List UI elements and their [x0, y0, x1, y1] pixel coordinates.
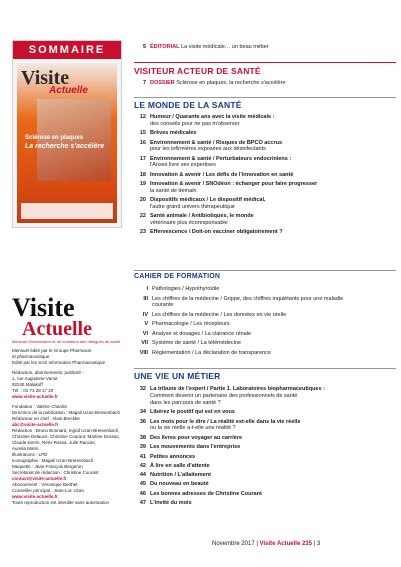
toc-page-number: 5	[142, 44, 146, 50]
toc-page-number: VIII	[139, 349, 148, 356]
masthead-logo-top: Visite	[12, 293, 75, 322]
toc-entry-desc: Sclérose en plaques, la recherche s'accélère	[174, 80, 286, 86]
toc-entry-line2: vétérinaire plus écoresponsable	[150, 219, 228, 226]
cover-header: SOMMAIRE	[13, 41, 121, 59]
toc-entry-line1: Libérez le positif qui est en vous	[150, 409, 235, 416]
cover-footer-strip	[21, 203, 113, 219]
toc-entry-text: Pathologies / Hypothyroïdie	[152, 286, 220, 292]
toc-entry-line2: la santé de demain	[150, 187, 197, 194]
toc-page-number: 39	[139, 444, 146, 451]
masthead-line: Edité par les SAS Information Pharmaceutique	[12, 360, 106, 365]
toc-entry-line1: La tribune de l'expert / Partie 1. Laboratoires biopharmaceutiques :	[150, 386, 325, 392]
toc-entry-text: Les chiffres de la médecine / Les données en vie réelle	[152, 311, 287, 318]
toc-entry-line1: Du nouveau en beauté	[150, 481, 209, 488]
section-rule	[134, 270, 396, 271]
toc-entry-line2: des conseils pour ne pas m'observer	[150, 120, 240, 127]
toc-entry-line1: Environnement & santé / Risques de BPCO accrus	[150, 139, 283, 146]
masthead-line: Iconographie : Magali Uzan-Breisenbach	[12, 458, 94, 463]
section-rule	[134, 97, 396, 98]
masthead-line: Abonnement : Véronique Berthet	[12, 482, 78, 487]
toc-entry-text	[150, 500, 390, 507]
toc-page-number: 45	[139, 481, 146, 488]
toc-entry-label: ÉDITORIAL	[150, 44, 180, 50]
masthead-line: 1, rue Augustine-Variot	[12, 376, 58, 381]
toc-page-number: 20	[139, 197, 146, 203]
toc-page-number: 17	[139, 155, 146, 162]
toc-page-number: 42	[139, 462, 146, 469]
toc-entry-text: Analyse et dosages / La clairance rénale	[152, 330, 252, 337]
toc-page-number: 15	[139, 130, 146, 136]
toc-entry-text	[150, 140, 390, 154]
toc-entry-line1: Petites annonces	[150, 453, 196, 460]
toc-entry-line1: Effervescence / Doit-on vacciner obligatoirement ?	[150, 229, 283, 235]
masthead-line: et pharmaceutique.	[12, 354, 51, 359]
toc-entry-line2: Comment devenir un partenaire des professionnels de santé	[150, 392, 298, 399]
toc-entry-line1: Dispositifs médicaux / Le dispositif médical,	[150, 197, 266, 203]
masthead-line: Rédacteur en chef : Alain Breckler	[12, 416, 81, 421]
toc-entry-line2: ou la vie réelle a-t-elle une réalité ?	[150, 425, 236, 432]
toc-page-number: 38	[139, 434, 146, 441]
toc-entry-text	[150, 213, 390, 227]
toc-entry-line1: Environnement & santé / Perturbateurs endocriniens :	[150, 155, 292, 162]
cover-thumbnail	[12, 40, 122, 228]
toc-entry-text: Système de santé / La télémédecine	[152, 340, 241, 346]
cover-title: Visite	[21, 67, 70, 89]
masthead-line: Tél. : 01 73 28 17 20	[12, 388, 54, 393]
toc-entry-text: Les chiffres de la médecine / Grippe, des chiffres inquiétants pour une maladie courante	[152, 295, 344, 309]
toc-page-number: III	[143, 295, 148, 302]
masthead-line: Christine Delauze, Christine Courant, Martine Dussac,	[12, 434, 121, 439]
masthead-line: contact@visite-actuelle.fr	[12, 476, 67, 481]
toc-page-number: 47	[139, 500, 146, 506]
toc-entry-text	[150, 419, 390, 433]
masthead-logo-bottom: Actuelle	[22, 318, 92, 340]
toc-entry-text	[150, 386, 390, 406]
masthead-line: 92245 Malakoff	[12, 382, 43, 387]
toc-entry-text	[150, 491, 390, 498]
toc-entry-line1: Innovation & avenir / SNOdéon : échanger pour faire progresser	[150, 181, 318, 187]
masthead-credits	[12, 348, 122, 506]
section-title-metier: UNE VIE UN MÉTIER	[134, 371, 221, 381]
toc-entry-line1: Des livres pour voyager au carrière	[150, 434, 243, 441]
masthead-tagline: Mensuel d'information et de formation des délégués de santé	[12, 339, 121, 344]
toc-entry-text	[150, 444, 390, 451]
toc-entry-line1: Nutrition / L'allaitement	[150, 472, 211, 479]
section-rule	[134, 368, 396, 369]
toc-page-number: 16	[139, 139, 146, 146]
section-title-cahier: CAHIER DE FORMATION	[134, 273, 221, 280]
toc-page-number: 34	[139, 409, 146, 416]
toc-entry-line2: l'autre grand univers thérapeutique	[150, 203, 235, 210]
toc-entry-text	[150, 197, 390, 211]
toc-page-number: 41	[139, 453, 146, 460]
masthead-line: Rédaction, abonnements, publicité :	[12, 370, 84, 375]
toc-entry-line3: dans les parcours de santé ?	[150, 399, 221, 406]
toc-page-number: 23	[139, 229, 146, 235]
toc-entry-line1: Les mots pour le dire / La réalité est-elle dans la vie réelle	[150, 418, 301, 425]
masthead-line: Conseiller principal : Jean-Luc Uzan	[12, 488, 85, 493]
masthead-line: www.visite-actuelle.fr	[12, 394, 58, 399]
toc-page-number: 7	[142, 80, 146, 86]
toc-entry-text: La visite médicale… un beau métier	[179, 44, 269, 50]
masthead-line: Maquette : Jean-François Bergeron	[12, 464, 83, 469]
toc-entry-text: Réglementation / La déclaration de transparence	[152, 349, 271, 356]
toc-entry-line2: pour les infirmières exposées aux désinfectants	[150, 146, 266, 153]
cover-headline-1: Sclérose en plaques	[25, 135, 84, 141]
toc-entry-line1: Humeur / Quarante ans avec la visite médicale :	[150, 114, 275, 120]
toc-page-number: 46	[139, 490, 146, 497]
toc-page-number: 19	[139, 181, 146, 187]
masthead-line: abc@visite-actuelle.fr	[12, 422, 59, 427]
toc-page-number: 18	[139, 171, 146, 178]
section-rule	[134, 62, 396, 63]
toc-entry-text	[150, 481, 390, 488]
toc-entry-text: Pharmacologie / Les récepteurs	[152, 321, 230, 327]
masthead-line: Mensuel édité par le Groupe Pharmacie	[12, 348, 92, 353]
toc-entry-text	[150, 463, 390, 470]
masthead-line: Rédaction : Bruno Bonnard, Ingrid Uzan-Breisenbach,	[12, 428, 120, 433]
masthead-line: Secrétariat de rédaction : Christine Courant	[12, 470, 99, 475]
cover-headline-2: La recherche s'accélère	[25, 143, 105, 150]
masthead-line: Illustrations : LPD	[12, 452, 48, 457]
footer-magazine: Visite Actuelle 235	[259, 541, 312, 547]
cover-image	[17, 63, 117, 223]
masthead-line: Directrice de la publication : Magali Uzan-Breisenbach	[12, 410, 121, 415]
footer-page-number: | 3	[311, 541, 321, 547]
page-footer	[212, 541, 320, 547]
toc-page-number: 32	[139, 386, 146, 392]
toc-entry-text	[150, 435, 390, 442]
toc-page-number: VII	[141, 340, 148, 346]
toc-entry-text	[150, 156, 390, 170]
toc-page-number: 44	[139, 472, 146, 479]
toc-entry-text	[150, 114, 390, 128]
toc-entry-line1: À lire en salle d'attente	[150, 462, 210, 469]
masthead-line: Toute reproduction est interdite sans autorisation	[12, 500, 110, 505]
toc-entry-text	[150, 80, 390, 87]
toc-entry-text	[150, 229, 390, 236]
toc-entry-text	[150, 181, 390, 195]
toc-entry-text	[150, 409, 390, 416]
toc-entry-text	[150, 130, 390, 137]
toc-entry-line1: Innovation & avenir / Les défis de l'innovation en santé	[150, 171, 294, 178]
masthead-line: www.visite-actuelle.fr	[12, 494, 58, 499]
toc-entry-text	[150, 472, 390, 479]
section-title-monde: LE MONDE DE LA SANTÉ	[134, 100, 242, 110]
toc-entry-text	[150, 454, 390, 461]
masthead-line: Claude Kerrin, Rémi Rassa, Julie Rancier,	[12, 440, 97, 445]
cover-subtitle: Actuelle	[49, 85, 88, 96]
toc-entry-line2: l'Anses livre ses expertises	[150, 162, 216, 169]
toc-page-number: VI	[142, 330, 148, 337]
section-title-visiteur: VISITEUR ACTEUR DE SANTÉ	[134, 66, 261, 76]
masthead-line: Aurelia Marin	[12, 446, 39, 451]
toc-page-number: 22	[139, 213, 146, 219]
toc-entry-label: DOSSIER	[150, 80, 175, 86]
toc-page-number: 36	[139, 418, 146, 425]
toc-entry-line1: Santé animale / Antibiotiques, le monde	[150, 213, 254, 219]
toc-page-number: V	[144, 321, 148, 327]
toc-page-number: I	[146, 286, 148, 292]
toc-entry-line1: Les bonnes adresses de Christine Courant	[150, 490, 262, 497]
masthead-line: Fondateur : Valérie Chardin	[12, 404, 67, 409]
toc-entry-line1: Les mouvements dans l'entreprise	[150, 444, 241, 451]
footer-date: Novembre 2017 |	[212, 541, 260, 547]
toc-page-number: 12	[139, 114, 146, 120]
toc-page-number: IV	[142, 311, 148, 318]
toc-entry-text	[150, 172, 390, 179]
toc-entry-line1: L'invité du mois	[150, 500, 192, 506]
masthead	[12, 293, 122, 506]
toc-entry-line1: Brèves médicales	[150, 130, 197, 136]
